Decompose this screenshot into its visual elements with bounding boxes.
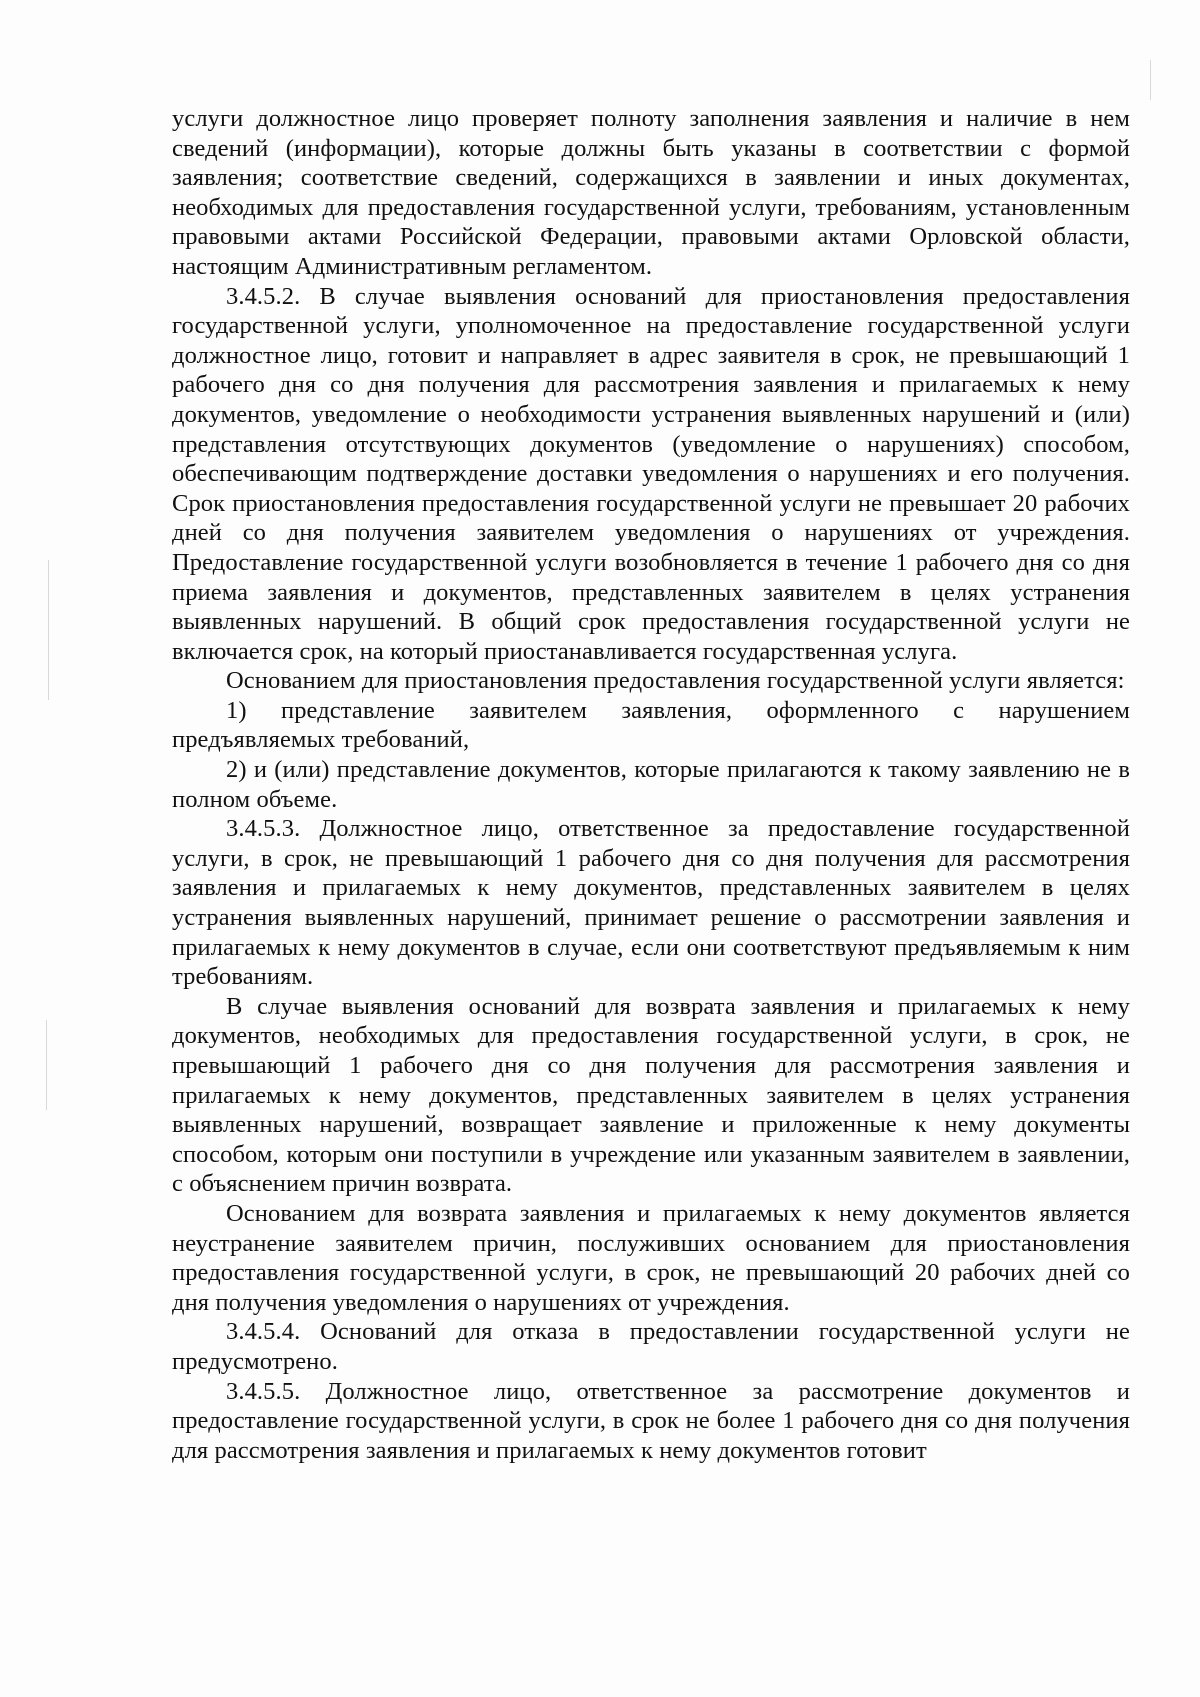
scan-artifact-line [48,560,49,700]
paragraph-3-4-5-2: 3.4.5.2. В случае выявления оснований для приостановления предоставления государственной услуги, уполномоченное на предоставление государственной услуги должностное лицо, готовит и направляет в адрес заявителя в срок, не превышающий 1 рабочего дня со дня получения для рассмотрения заявления и прилагаемых к нему документов, уведомление о необходимости устранения выявленных нарушений и (или) представления отсутствующих документов (уведомление о нарушениях) способом, обеспечивающим подтверждение доставки уведомления о нарушениях и его получения. Срок приостановления предоставления государственной услуги не превышает 20 рабочих дней со дня получения заявителем уведомления о нарушениях от учреждения. Предоставление государственной услуги возобновляется в течение 1 рабочего дня со дня приема заявления и документов, представленных заявителем в целях устранения выявленных нарушений. В общий срок предоставления государственной услуги не включается срок, на который приостанавливается государственная услуга. [172,282,1130,665]
scan-artifact-line [46,1020,47,1110]
scan-artifact-line [1150,60,1151,100]
paragraph-3-4-5-4: 3.4.5.4. Оснований для отказа в предоставлении государственной услуги не предусмотрено. [172,1318,1130,1375]
list-item-2: 2) и (или) представление документов, которые прилагаются к такому заявлению не в полном объеме. [172,756,1130,813]
paragraph-3-4-5-5: 3.4.5.5. Должностное лицо, ответственное за рассмотрение документов и предоставление государственной услуги, в срок не более 1 рабочего дня со дня получения для рассмотрения заявления и прилагаемых к нему документов готовит [172,1377,1130,1464]
document-body [172,104,1130,1465]
paragraph-return-grounds: Основанием для возврата заявления и прилагаемых к нему документов является неустранение заявителем причин, послуживших основанием для приостановления предоставления государственной услуги, в срок, не превышающий 20 рабочих дней со дня получения уведомления о нарушениях от учреждения. [172,1199,1130,1316]
paragraph-return-grounds-detection: В случае выявления оснований для возврата заявления и прилагаемых к нему документов, необходимых для предоставления государственной услуги, в срок, не превышающий 1 рабочего дня со дня получения для рассмотрения заявления и прилагаемых к нему документов, представленных заявителем в целях устранения выявленных нарушений, возвращает заявление и приложенные к нему документы способом, которым они поступили в учреждение или указанным заявителем в заявлении, с объяснением причин возврата. [172,992,1130,1198]
list-item-1: 1) представление заявителем заявления, оформленного с нарушением предъявляемых требований, [172,696,1130,754]
paragraph-suspension-grounds: Основанием для приостановления предоставления государственной услуги является: [226,667,1125,695]
paragraph-continuation: услуги должностное лицо проверяет полноту заполнения заявления и наличие в нем сведений (информации), которые должны быть указаны в соответствии с формой заявления; соответствие сведений, содержащихся в заявлении и иных документах, необходимых для предоставления государственной услуги, требованиям, установленным правовыми актами Российской Федерации, правовыми актами Орловской области, настоящим Административным регламентом. [172,105,1130,280]
paragraph-3-4-5-3: 3.4.5.3. Должностное лицо, ответственное за предоставление государственной услуги, в срок, не превышающий 1 рабочего дня со дня получения для рассмотрения заявления и прилагаемых к нему документов, представленных заявителем в целях устранения выявленных нарушений, принимает решение о рассмотрении заявления и прилагаемых к нему документов в случае, если они соответствуют предъявляемым к ним требованиям. [172,815,1130,991]
